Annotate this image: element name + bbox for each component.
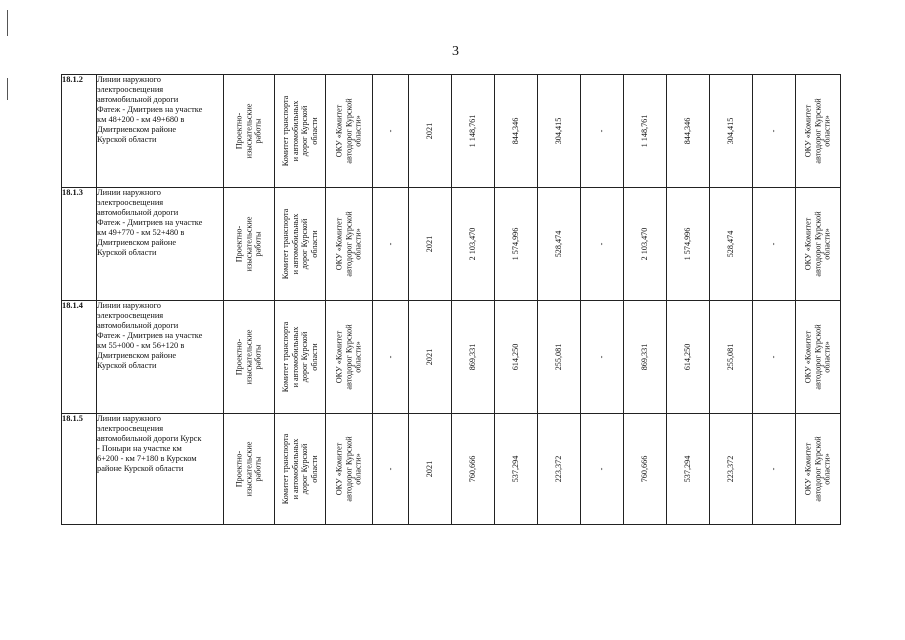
table-row bbox=[62, 75, 884, 188]
object-name bbox=[97, 301, 224, 414]
text-line: области» bbox=[353, 341, 363, 373]
text-line: районе Курской области bbox=[97, 464, 184, 473]
customer-text bbox=[281, 322, 319, 393]
text-line: области bbox=[309, 455, 319, 483]
year-cell bbox=[409, 75, 452, 188]
text-line: дорог Курской bbox=[300, 218, 309, 270]
total-cost-2-cell bbox=[624, 188, 667, 301]
value-dash-3 bbox=[753, 414, 796, 525]
regional-funds-cell-text: 528,474 bbox=[554, 230, 564, 258]
value-dash-3-text: - bbox=[769, 467, 779, 471]
text-line: электроосвещения bbox=[97, 198, 164, 207]
regional-funds-2-cell bbox=[710, 414, 753, 525]
work-type-text bbox=[235, 330, 264, 385]
text-line: области» bbox=[353, 228, 363, 260]
total-cost-2-cell bbox=[624, 414, 667, 525]
value-dash-2-text: - bbox=[597, 129, 607, 133]
text-line: и автомобильных bbox=[290, 100, 300, 162]
executor bbox=[326, 75, 373, 188]
value-dash-2 bbox=[581, 75, 624, 188]
total-cost-cell bbox=[452, 188, 495, 301]
value-dash-2-text: - bbox=[597, 467, 607, 471]
scan-edge-mark bbox=[7, 78, 8, 100]
regional-funds-cell bbox=[538, 75, 581, 188]
federal-funds-2-cell bbox=[667, 414, 710, 525]
text-line: автодорог Курской bbox=[344, 324, 354, 390]
customer bbox=[275, 188, 326, 301]
item-number: 18.1.3 bbox=[62, 188, 97, 301]
work-type-text bbox=[235, 217, 264, 272]
text-line: области» bbox=[822, 341, 832, 373]
federal-funds-2-cell-text: 537,294 bbox=[683, 455, 693, 483]
work-type bbox=[224, 301, 275, 414]
federal-funds-2-cell-text: 1 574,996 bbox=[683, 227, 693, 261]
value-dash-2-text: - bbox=[597, 242, 607, 246]
responsible-text bbox=[804, 436, 833, 501]
text-line: ОКУ «Комитет bbox=[334, 330, 344, 384]
text-line: области» bbox=[353, 453, 363, 485]
regional-funds-cell-text: 223,372 bbox=[554, 455, 564, 483]
works-table bbox=[61, 74, 884, 525]
text-line: Фатеж - Дмитриев на участке bbox=[97, 331, 203, 340]
text-line: автомобильной дороги bbox=[97, 208, 179, 217]
federal-funds-2-cell-text: 614,250 bbox=[683, 343, 693, 371]
text-line: Дмитриевском районе bbox=[97, 125, 177, 134]
federal-funds-cell bbox=[495, 188, 538, 301]
federal-funds-cell bbox=[495, 301, 538, 414]
text-line: Проектно- bbox=[234, 112, 244, 150]
text-line: ОКУ «Комитет bbox=[334, 442, 344, 496]
total-cost-2-cell bbox=[624, 301, 667, 414]
total-cost-2-cell-text: 869,331 bbox=[640, 343, 650, 371]
value-dash-3 bbox=[753, 75, 796, 188]
text-line: изыскательские bbox=[244, 103, 254, 159]
text-line: Линии наружного bbox=[97, 414, 161, 423]
text-line: ОКУ «Комитет bbox=[803, 330, 813, 384]
text-line: электроосвещения bbox=[97, 85, 164, 94]
total-cost-cell-text: 760,666 bbox=[468, 455, 478, 483]
value-dash-1-text: - bbox=[385, 129, 395, 133]
text-line: области» bbox=[822, 453, 832, 485]
text-line: Комитет транспорта bbox=[280, 433, 290, 505]
text-line: работы bbox=[253, 456, 263, 482]
value-dash-1 bbox=[373, 75, 409, 188]
item-number: 18.1.5 bbox=[62, 414, 97, 525]
federal-funds-2-cell-text: 844,346 bbox=[683, 117, 693, 145]
text-line: ОКУ «Комитет bbox=[334, 104, 344, 158]
text-line: автодорог Курской bbox=[813, 436, 823, 502]
total-cost-2-cell-text: 760,666 bbox=[640, 455, 650, 483]
text-line: дорог Курской bbox=[300, 443, 309, 495]
regional-funds-2-cell-text: 255,081 bbox=[726, 343, 736, 371]
responsible bbox=[796, 301, 841, 414]
text-line: работы bbox=[253, 118, 263, 144]
text-line: области» bbox=[353, 115, 363, 147]
text-line: изыскательские bbox=[244, 216, 254, 272]
executor-text bbox=[335, 211, 364, 276]
executor bbox=[326, 188, 373, 301]
text-line: 6+200 - км 7+180 в Курском bbox=[97, 454, 197, 463]
executor-text bbox=[335, 324, 364, 389]
text-line: Фатеж - Дмитриев на участке bbox=[97, 218, 203, 227]
federal-funds-cell bbox=[495, 75, 538, 188]
regional-funds-cell bbox=[538, 301, 581, 414]
text-line: работы bbox=[253, 344, 263, 370]
item-number: 18.1.2 bbox=[62, 75, 97, 188]
responsible bbox=[796, 188, 841, 301]
federal-funds-cell-text: 1 574,996 bbox=[511, 227, 521, 261]
text-line: Фатеж - Дмитриев на участке bbox=[97, 105, 203, 114]
year-cell-text: 2021 bbox=[425, 460, 435, 478]
customer bbox=[275, 301, 326, 414]
regional-funds-cell bbox=[538, 188, 581, 301]
text-line: км 49+770 - км 52+480 в bbox=[97, 228, 185, 237]
text-line: автодорог Курской bbox=[344, 98, 354, 164]
total-cost-cell bbox=[452, 301, 495, 414]
text-line: Линии наружного bbox=[97, 75, 161, 84]
text-line: ОКУ «Комитет bbox=[803, 217, 813, 271]
page-number: 3 bbox=[452, 44, 459, 59]
text-line: области bbox=[309, 230, 319, 258]
text-line: изыскательские bbox=[244, 441, 254, 497]
text-line: работы bbox=[253, 231, 263, 257]
customer-text bbox=[281, 434, 319, 505]
text-line: автомобильной дороги Курск bbox=[97, 434, 202, 443]
text-line: Курской области bbox=[97, 248, 157, 257]
responsible bbox=[796, 414, 841, 525]
text-line: Комитет транспорта bbox=[280, 208, 290, 280]
text-line: Курской области bbox=[97, 135, 157, 144]
table-row bbox=[62, 188, 884, 301]
value-dash-2 bbox=[581, 188, 624, 301]
value-dash-3-text: - bbox=[769, 129, 779, 133]
text-line: и автомобильных bbox=[290, 213, 300, 275]
regional-funds-cell bbox=[538, 414, 581, 525]
text-line: Комитет транспорта bbox=[280, 95, 290, 167]
work-type bbox=[224, 188, 275, 301]
text-line: изыскательские bbox=[244, 329, 254, 385]
text-line: км 55+000 - км 56+120 в bbox=[97, 341, 185, 350]
value-dash-1-text: - bbox=[385, 467, 395, 471]
text-line: дорог Курской bbox=[300, 105, 309, 157]
year-cell-text: 2021 bbox=[425, 122, 435, 140]
text-line: - Поныри на участке км bbox=[97, 444, 182, 453]
item-number: 18.1.4 bbox=[62, 301, 97, 414]
customer-text bbox=[281, 209, 319, 280]
regional-funds-2-cell bbox=[710, 301, 753, 414]
federal-funds-cell-text: 614,250 bbox=[511, 343, 521, 371]
text-line: автодорог Курской bbox=[813, 211, 823, 277]
responsible bbox=[796, 75, 841, 188]
object-name bbox=[97, 188, 224, 301]
text-line: электроосвещения bbox=[97, 424, 164, 433]
regional-funds-cell-text: 304,415 bbox=[554, 117, 564, 145]
table-row bbox=[62, 301, 884, 414]
text-line: Проектно- bbox=[234, 225, 244, 263]
executor bbox=[326, 414, 373, 525]
text-line: ОКУ «Комитет bbox=[803, 104, 813, 158]
value-dash-3 bbox=[753, 188, 796, 301]
text-line: Проектно- bbox=[234, 338, 244, 376]
regional-funds-2-cell-text: 528,474 bbox=[726, 230, 736, 258]
federal-funds-2-cell bbox=[667, 75, 710, 188]
text-line: Проектно- bbox=[234, 450, 244, 488]
federal-funds-2-cell bbox=[667, 188, 710, 301]
text-line: области» bbox=[822, 228, 832, 260]
text-line: автодорог Курской bbox=[813, 324, 823, 390]
regional-funds-2-cell-text: 304,415 bbox=[726, 117, 736, 145]
total-cost-2-cell bbox=[624, 75, 667, 188]
year-cell bbox=[409, 188, 452, 301]
text-line: области bbox=[309, 343, 319, 371]
text-line: Линии наружного bbox=[97, 301, 161, 310]
total-cost-cell-text: 1 148,761 bbox=[468, 114, 478, 148]
total-cost-2-cell-text: 2 103,470 bbox=[640, 227, 650, 261]
total-cost-2-cell-text: 1 148,761 bbox=[640, 114, 650, 148]
work-type bbox=[224, 414, 275, 525]
responsible-text bbox=[804, 98, 833, 163]
federal-funds-cell bbox=[495, 414, 538, 525]
value-dash-1-text: - bbox=[385, 355, 395, 359]
year-cell bbox=[409, 301, 452, 414]
responsible-text bbox=[804, 324, 833, 389]
total-cost-cell bbox=[452, 75, 495, 188]
object-name bbox=[97, 75, 224, 188]
text-line: автодорог Курской bbox=[813, 98, 823, 164]
text-line: автомобильной дороги bbox=[97, 321, 179, 330]
regional-funds-2-cell-text: 223,372 bbox=[726, 455, 736, 483]
text-line: ОКУ «Комитет bbox=[803, 442, 813, 496]
text-line: Комитет транспорта bbox=[280, 321, 290, 393]
customer bbox=[275, 75, 326, 188]
text-line: Курской области bbox=[97, 361, 157, 370]
year-cell-text: 2021 bbox=[425, 348, 435, 366]
value-dash-1 bbox=[373, 414, 409, 525]
regional-funds-2-cell bbox=[710, 188, 753, 301]
customer-text bbox=[281, 96, 319, 167]
federal-funds-cell-text: 844,346 bbox=[511, 117, 521, 145]
text-line: автомобильной дороги bbox=[97, 95, 179, 104]
text-line: автодорог Курской bbox=[344, 211, 354, 277]
customer bbox=[275, 414, 326, 525]
scan-edge-mark bbox=[7, 10, 8, 36]
text-line: электроосвещения bbox=[97, 311, 164, 320]
value-dash-1 bbox=[373, 301, 409, 414]
text-line: ОКУ «Комитет bbox=[334, 217, 344, 271]
year-cell bbox=[409, 414, 452, 525]
text-line: Дмитриевском районе bbox=[97, 238, 177, 247]
value-dash-2 bbox=[581, 414, 624, 525]
work-type-text bbox=[235, 104, 264, 159]
value-dash-2 bbox=[581, 301, 624, 414]
value-dash-3 bbox=[753, 301, 796, 414]
regional-funds-2-cell bbox=[710, 75, 753, 188]
text-line: автодорог Курской bbox=[344, 436, 354, 502]
executor bbox=[326, 301, 373, 414]
value-dash-2-text: - bbox=[597, 355, 607, 359]
text-line: и автомобильных bbox=[290, 326, 300, 388]
executor-text bbox=[335, 98, 364, 163]
text-line: Линии наружного bbox=[97, 188, 161, 197]
total-cost-cell bbox=[452, 414, 495, 525]
text-line: дорог Курской bbox=[300, 331, 309, 383]
total-cost-cell-text: 2 103,470 bbox=[468, 227, 478, 261]
federal-funds-2-cell bbox=[667, 301, 710, 414]
text-line: области» bbox=[822, 115, 832, 147]
text-line: Дмитриевском районе bbox=[97, 351, 177, 360]
work-type bbox=[224, 75, 275, 188]
year-cell-text: 2021 bbox=[425, 235, 435, 253]
value-dash-3-text: - bbox=[769, 242, 779, 246]
value-dash-1 bbox=[373, 188, 409, 301]
text-line: области bbox=[309, 117, 319, 145]
value-dash-3-text: - bbox=[769, 355, 779, 359]
executor-text bbox=[335, 436, 364, 501]
total-cost-cell-text: 869,331 bbox=[468, 343, 478, 371]
regional-funds-cell-text: 255,081 bbox=[554, 343, 564, 371]
responsible-text bbox=[804, 211, 833, 276]
text-line: км 48+200 - км 49+680 в bbox=[97, 115, 185, 124]
federal-funds-cell-text: 537,294 bbox=[511, 455, 521, 483]
work-type-text bbox=[235, 442, 264, 497]
text-line: и автомобильных bbox=[290, 438, 300, 500]
table-row bbox=[62, 414, 884, 525]
value-dash-1-text: - bbox=[385, 242, 395, 246]
object-name bbox=[97, 414, 224, 525]
